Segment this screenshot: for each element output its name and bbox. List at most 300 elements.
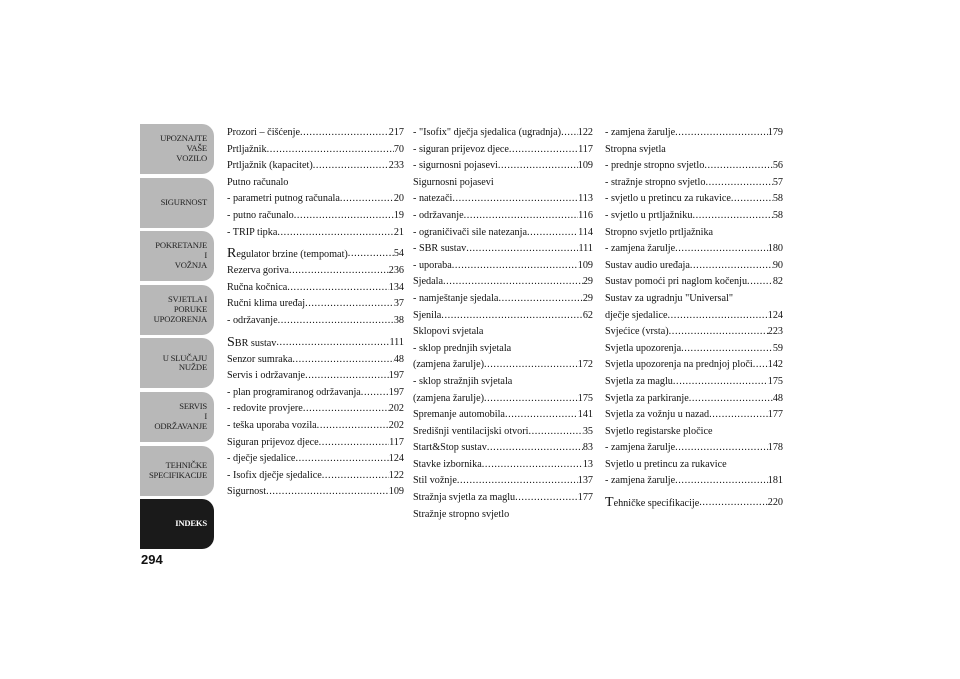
index-entry-text: Sigurnost — [227, 486, 267, 498]
index-entry-label — [605, 208, 692, 225]
index-entry-page: 233 — [388, 160, 404, 172]
index-entry-label — [605, 357, 753, 374]
index-entry[interactable] — [413, 357, 593, 374]
index-entry-text: Svjetla za vožnju u nazad — [605, 409, 710, 421]
index-entry[interactable] — [605, 158, 783, 175]
index-entry-page: 122 — [388, 469, 404, 481]
chapter-tab-label: SIGURNOST — [160, 196, 207, 207]
index-entry[interactable] — [413, 507, 593, 524]
index-entry-text: - uporaba — [413, 259, 452, 271]
index-entry-label — [413, 490, 515, 507]
index-entry-label — [227, 451, 295, 468]
index-entry-text: Stražnja svjetla za maglu — [413, 492, 516, 504]
index-entry[interactable] — [605, 374, 783, 391]
index-entry-text: dječje sjedalice — [605, 309, 668, 321]
dot-leader — [287, 280, 388, 297]
index-entry-page: 56 — [772, 160, 783, 172]
index-entry-page: 236 — [388, 265, 404, 277]
dot-leader — [692, 208, 772, 225]
index-entry-text: - dječje sjedalice — [227, 453, 296, 465]
index-entry-page: 58 — [772, 209, 783, 221]
index-entry-page: 197 — [388, 370, 404, 382]
dot-leader — [699, 490, 767, 512]
index-entry-label — [413, 457, 482, 474]
index-entry-text: Svjetlo u pretincu za rukavice — [605, 458, 727, 470]
index-entry-text: - teška uporaba vozila — [227, 419, 317, 431]
index-entry-text: Ručna kočnica — [227, 281, 288, 293]
index-entry[interactable] — [605, 191, 783, 208]
dot-leader — [509, 142, 578, 159]
index-entry[interactable] — [413, 125, 593, 142]
index-entry-page: 109 — [577, 259, 593, 271]
index-entry-text: - Isofix dječje sjedalice — [227, 469, 322, 481]
index-entry[interactable] — [227, 484, 404, 501]
index-entry-label — [413, 374, 512, 391]
index-entry[interactable] — [605, 142, 783, 159]
index-entry-page: 180 — [767, 243, 783, 255]
index-entry[interactable] — [605, 208, 783, 225]
index-entry-page: 217 — [388, 127, 404, 138]
index-entry-label — [227, 263, 289, 280]
dot-leader — [482, 457, 583, 474]
index-entry-page: 70 — [393, 143, 404, 155]
index-entry-label — [227, 330, 276, 352]
index-entry[interactable] — [413, 308, 593, 325]
index-entry[interactable] — [227, 263, 404, 280]
index-entry-page: 37 — [393, 298, 404, 310]
index-entry-text: Sjedala — [413, 276, 443, 288]
chapter-tab[interactable] — [140, 231, 214, 281]
dot-leader — [709, 407, 768, 424]
index-entry-page: 113 — [578, 193, 593, 205]
index-entry-text: - sklop prednjih svjetala — [413, 342, 512, 354]
index-entry[interactable] — [413, 473, 593, 490]
index-entry-text: Stavke izbornika — [413, 458, 482, 470]
dot-leader — [466, 241, 578, 258]
index-entry-text: - prednje stropno svjetlo — [605, 160, 705, 172]
dot-leader — [487, 440, 583, 457]
index-entry-label — [227, 241, 348, 263]
dot-leader — [484, 391, 578, 408]
chapter-tab[interactable] — [140, 178, 214, 228]
index-entry-text: - siguran prijevoz djece — [413, 143, 509, 155]
chapter-tab[interactable] — [140, 392, 214, 442]
index-entry-text: Svjetla za maglu — [605, 375, 673, 387]
index-entry[interactable] — [413, 407, 593, 424]
index-column-1 — [227, 125, 404, 501]
index-entry-label — [227, 158, 313, 175]
index-entry-label — [227, 175, 288, 192]
index-entry-page: 181 — [767, 475, 783, 487]
index-entry-label — [605, 490, 699, 512]
index-entry-page: 117 — [389, 436, 404, 448]
dot-leader — [443, 274, 583, 291]
chapter-tab[interactable] — [140, 124, 214, 174]
index-entry-page: 172 — [577, 359, 593, 371]
index-entry[interactable] — [413, 241, 593, 258]
index-entry[interactable] — [227, 435, 404, 452]
index-entry-text: Ručni klima uređaj — [227, 298, 306, 310]
index-entry-page: 82 — [772, 276, 783, 288]
index-entry[interactable] — [227, 418, 404, 435]
index-entry-page: 116 — [578, 209, 593, 221]
index-entry-page: 109 — [388, 486, 404, 498]
index-entry[interactable] — [605, 125, 783, 142]
dot-leader — [300, 125, 389, 142]
index-entry[interactable] — [413, 291, 593, 308]
chapter-tab-label: INDEKS — [175, 518, 207, 529]
dot-leader — [457, 473, 578, 490]
chapter-tab-label: SVJETLA I PORUKE UPOZORENJA — [153, 294, 207, 324]
index-entry-page: 202 — [388, 403, 404, 415]
index-entry-text: - zamjena žarulje — [605, 475, 676, 487]
index-entry-text: Sustav audio uređaja — [605, 259, 690, 271]
index-entry[interactable] — [413, 142, 593, 159]
dot-leader — [681, 341, 773, 358]
index-entry-page: 54 — [393, 248, 404, 260]
index-entry-text: Stil vožnje — [413, 475, 457, 487]
index-entry-label — [413, 324, 483, 341]
index-entry-text: - zamjena žarulje — [605, 127, 676, 138]
index-entry-label — [227, 401, 303, 418]
index-entry-label — [413, 258, 452, 275]
index-entry[interactable] — [227, 451, 404, 468]
index-entry-page: 59 — [772, 342, 783, 354]
index-entry[interactable] — [227, 208, 404, 225]
dot-leader — [452, 258, 578, 275]
index-entry-label — [227, 142, 267, 159]
index-entry-text: - zamjena žarulje — [605, 442, 676, 454]
index-entry-text: ehničke specifikacije — [613, 498, 700, 510]
index-entry-text: Start&Stop sustav — [413, 442, 487, 454]
index-entry-label — [605, 125, 675, 142]
index-entry[interactable] — [413, 341, 593, 358]
index-entry-page: 111 — [578, 243, 593, 255]
index-entry[interactable] — [605, 357, 783, 374]
index-entry-label — [605, 391, 689, 408]
dot-leader — [484, 357, 578, 374]
index-entry-text: - parametri putnog računala — [227, 193, 340, 205]
dot-leader — [689, 391, 773, 408]
dot-leader — [452, 191, 578, 208]
index-letter-initial: S — [227, 334, 235, 350]
index-entry[interactable] — [227, 142, 404, 159]
dot-leader — [747, 274, 773, 291]
dot-leader — [305, 368, 389, 385]
dot-leader — [348, 241, 394, 263]
index-entry-text: Sustav pomoći pri naglom kočenju — [605, 276, 748, 288]
index-entry-page: 38 — [393, 314, 404, 326]
index-entry-page: 142 — [767, 359, 783, 371]
index-entry-text: Središnji ventilacijski otvori — [413, 425, 529, 437]
index-entry-page: 62 — [582, 309, 593, 321]
index-entry[interactable] — [605, 225, 783, 242]
index-entry-label — [605, 473, 675, 490]
index-entry[interactable] — [413, 374, 593, 391]
index-entry-label — [227, 191, 340, 208]
index-entry[interactable] — [413, 274, 593, 291]
index-entry[interactable] — [413, 258, 593, 275]
index-entry-text: Sklopovi svjetala — [413, 326, 484, 338]
chapter-tab[interactable] — [140, 499, 214, 549]
index-entry[interactable] — [605, 291, 783, 308]
index-entry[interactable] — [413, 490, 593, 507]
chapter-tab[interactable] — [140, 446, 214, 496]
index-entry[interactable] — [605, 407, 783, 424]
index-entry-label — [227, 225, 277, 242]
dot-leader — [675, 440, 768, 457]
index-entry[interactable] — [605, 391, 783, 408]
dot-leader — [292, 352, 393, 369]
dot-leader — [289, 263, 389, 280]
dot-leader — [361, 385, 389, 402]
index-entry[interactable] — [605, 274, 783, 291]
index-entry[interactable] — [605, 175, 783, 192]
index-entry-label — [413, 407, 505, 424]
index-entry-page: 48 — [772, 392, 783, 404]
index-entry-text: Prozori – čišćenje — [227, 127, 300, 138]
index-entry[interactable] — [227, 468, 404, 485]
index-entry-page: 58 — [772, 193, 783, 205]
index-entry[interactable] — [227, 125, 404, 142]
index-entry-label — [413, 208, 464, 225]
index-entry-label — [413, 175, 494, 192]
dot-leader — [528, 424, 582, 441]
index-entry-page: 57 — [772, 176, 783, 188]
dot-leader — [561, 125, 578, 142]
index-entry-text: - plan programiranog održavanja — [227, 386, 361, 398]
dot-leader — [305, 296, 394, 313]
index-entry[interactable] — [413, 457, 593, 474]
index-entry[interactable] — [413, 391, 593, 408]
index-entry[interactable] — [227, 175, 404, 192]
index-entry-text: - svjetlo u prtljažniku — [605, 209, 693, 221]
index-entry-label — [605, 158, 704, 175]
index-entry-text: Svjetla za parkiranje — [605, 392, 689, 404]
index-entry-page: 90 — [772, 259, 783, 271]
index-entry-label — [605, 258, 690, 275]
index-entry-page: 35 — [582, 425, 593, 437]
dot-leader — [266, 484, 389, 501]
dot-leader — [675, 125, 768, 142]
dot-leader — [669, 324, 768, 341]
index-entry[interactable] — [413, 191, 593, 208]
index-entry[interactable] — [227, 368, 404, 385]
index-entry[interactable] — [227, 401, 404, 418]
index-entry-label — [605, 191, 731, 208]
dot-leader — [278, 313, 394, 330]
index-entry-label — [605, 308, 668, 325]
index-entry[interactable] — [227, 352, 404, 369]
index-entry[interactable] — [227, 191, 404, 208]
chapter-tab-label: UPOZNAJTE VAŠE VOZILO — [160, 133, 207, 163]
index-entry-text: egulator brzine (tempomat) — [236, 249, 348, 261]
index-entry-text: Sigurnosni pojasevi — [413, 176, 494, 188]
index-entry-label — [227, 418, 317, 435]
index-entry-text: - putno računalo — [227, 209, 294, 221]
index-entry-label — [605, 440, 675, 457]
index-entry-text: BR sustav — [234, 337, 277, 349]
index-entry[interactable] — [413, 440, 593, 457]
index-entry[interactable] — [227, 280, 404, 297]
chapter-tab[interactable] — [140, 285, 214, 335]
index-entry-label — [413, 241, 466, 258]
index-entry-label — [605, 291, 733, 308]
index-entry-text: - SBR sustav — [413, 243, 467, 255]
chapter-sidebar — [140, 124, 214, 553]
index-entry-label — [605, 142, 666, 159]
index-entry-page: 175 — [577, 392, 593, 404]
index-entry-text: Putno računalo — [227, 176, 289, 188]
index-entry[interactable] — [605, 440, 783, 457]
index-entry-text: Stropno svjetlo prtljažnika — [605, 226, 714, 238]
index-entry-label — [413, 424, 528, 441]
dot-leader — [498, 158, 578, 175]
index-entry-page: 21 — [393, 226, 404, 238]
index-entry-page: 114 — [578, 226, 593, 238]
index-entry-text: (zamjena žarulje) — [413, 392, 484, 404]
index-entry[interactable] — [605, 241, 783, 258]
index-entry[interactable] — [413, 424, 593, 441]
index-entry-text: Sjenila — [413, 309, 442, 321]
index-entry-label — [227, 385, 361, 402]
index-entry-text: - natezači — [413, 193, 453, 205]
dot-leader — [267, 142, 394, 159]
dot-leader — [668, 308, 768, 325]
index-entry-label — [413, 125, 561, 142]
index-entry[interactable] — [413, 158, 593, 175]
index-entry-label — [605, 424, 713, 441]
index-entry[interactable] — [227, 225, 404, 242]
dot-leader — [464, 208, 578, 225]
dot-leader — [441, 308, 583, 325]
index-entry-label — [413, 291, 498, 308]
index-entry[interactable] — [605, 473, 783, 490]
index-entry[interactable] — [605, 341, 783, 358]
index-entry[interactable] — [605, 258, 783, 275]
index-entry-page: 29 — [582, 276, 593, 288]
index-entry[interactable] — [413, 208, 593, 225]
index-letter-initial: T — [605, 495, 614, 511]
index-entry-page: 223 — [767, 326, 783, 338]
dot-leader — [313, 158, 389, 175]
index-entry-page: 175 — [767, 375, 783, 387]
index-entry-label — [605, 457, 727, 474]
index-entry-page: 178 — [767, 442, 783, 454]
index-entry-label — [227, 296, 305, 313]
dot-leader — [527, 225, 578, 242]
index-entry-page: 19 — [393, 209, 404, 221]
index-entry-page: 177 — [767, 409, 783, 421]
index-entry[interactable] — [605, 457, 783, 474]
index-entry-label — [413, 158, 498, 175]
index-entry-label — [605, 374, 673, 391]
index-entry-label — [413, 341, 511, 358]
index-entry[interactable] — [413, 175, 593, 192]
chapter-tab-label: SERVIS I ODRŽAVANJE — [154, 401, 207, 431]
index-entry-text: - ograničivači sile natezanja — [413, 226, 527, 238]
index-entry[interactable] — [227, 385, 404, 402]
index-entry-label — [227, 280, 287, 297]
dot-leader — [340, 191, 394, 208]
index-entry[interactable] — [227, 296, 404, 313]
index-entry-label — [413, 274, 443, 291]
index-entry-label — [413, 308, 441, 325]
index-entry-page: 122 — [577, 127, 593, 138]
index-entry-label — [605, 274, 747, 291]
index-entry-label — [413, 440, 487, 457]
index-entry[interactable] — [605, 324, 783, 341]
chapter-tab[interactable] — [140, 338, 214, 388]
dot-leader — [498, 291, 582, 308]
index-entry[interactable] — [227, 313, 404, 330]
index-entry[interactable] — [227, 241, 404, 263]
index-entry-text: Stražnje stropno svjetlo — [413, 508, 510, 520]
page-number: 294 — [141, 552, 163, 567]
index-entry-text: Svjetla upozorenja — [605, 342, 682, 354]
index-entry[interactable] — [227, 158, 404, 175]
index-entry-page: 117 — [578, 143, 593, 155]
dot-leader — [675, 473, 768, 490]
index-entry-page: 48 — [393, 353, 404, 365]
index-entry-page: 197 — [388, 386, 404, 398]
dot-leader — [295, 451, 388, 468]
index-entry[interactable] — [605, 490, 783, 512]
dot-leader — [690, 258, 773, 275]
index-entry-label — [413, 142, 509, 159]
index-entry-label — [227, 484, 266, 501]
index-entry-page: 109 — [577, 160, 593, 172]
index-entry-page: 111 — [389, 336, 404, 348]
index-entry[interactable] — [605, 424, 783, 441]
index-entry-text: - sklop stražnjih svjetala — [413, 375, 513, 387]
index-entry-text: - svjetlo u pretincu za rukavice — [605, 193, 731, 205]
index-entry[interactable] — [413, 225, 593, 242]
index-entry[interactable] — [227, 330, 404, 352]
index-entry-page: 177 — [577, 492, 593, 504]
index-entry-label — [227, 468, 322, 485]
index-entry-page: 179 — [767, 127, 783, 138]
dot-leader — [317, 418, 389, 435]
index-entry-text: Prtljažnik — [227, 143, 267, 155]
index-entry-text: - redovite provjere — [227, 403, 303, 415]
index-entry-page: 124 — [767, 309, 783, 321]
index-entry-page: 141 — [577, 409, 593, 421]
index-entry-label — [413, 473, 457, 490]
dot-leader — [675, 241, 768, 258]
index-entry-text: - zamjena žarulje — [605, 243, 676, 255]
index-entry-text: Prtljažnik (kapacitet) — [227, 160, 313, 172]
index-entry-page: 134 — [388, 281, 404, 293]
index-entry-page: 124 — [388, 453, 404, 465]
dot-leader — [276, 330, 389, 352]
chapter-tab-label: TEHNIČKE SPECIFIKACIJE — [148, 459, 207, 480]
chapter-tab-label: U SLUČAJU NUŽDE — [162, 352, 207, 373]
index-entry-label — [227, 125, 300, 142]
index-entry-page: 20 — [393, 193, 404, 205]
index-entry-label — [227, 368, 305, 385]
dot-leader — [277, 225, 393, 242]
index-entry-label — [413, 391, 484, 408]
index-entry[interactable] — [413, 324, 593, 341]
index-entry-label — [227, 313, 278, 330]
index-column-2 — [413, 125, 593, 523]
dot-leader — [753, 357, 768, 374]
index-entry-text: - održavanje — [227, 314, 278, 326]
index-entry[interactable] — [605, 308, 783, 325]
index-entry-label — [605, 324, 669, 341]
index-column-3 — [605, 125, 783, 512]
